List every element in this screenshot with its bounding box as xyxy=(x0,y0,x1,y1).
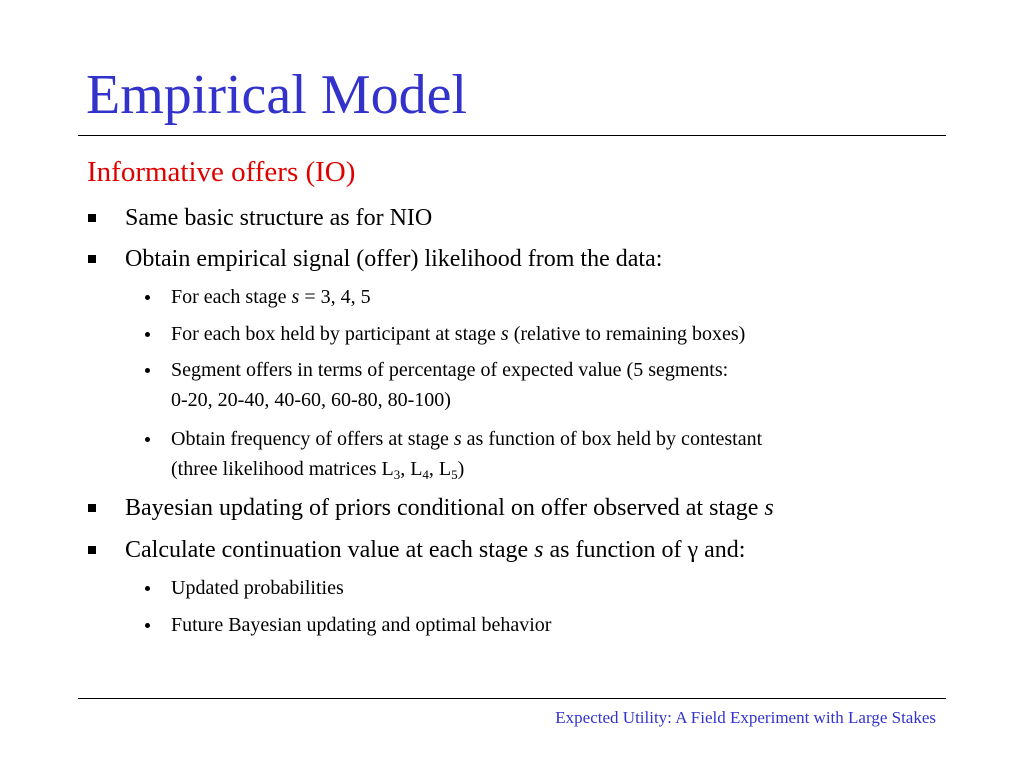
bullet-text: Bayesian updating of priors conditional on offer observed at stage s xyxy=(125,495,774,521)
square-bullet-icon xyxy=(88,214,96,222)
round-bullet-icon xyxy=(145,295,150,300)
section-subheading: Informative offers (IO) xyxy=(87,156,356,188)
sub-bullet-text: Updated probabilities xyxy=(171,577,344,599)
round-bullet-icon xyxy=(145,332,150,337)
square-bullet-icon xyxy=(88,504,96,512)
round-bullet-icon xyxy=(145,437,150,442)
sub-bullet-text: For each box held by participant at stage s (relative to remaining boxes) xyxy=(171,323,746,345)
bullet-text: Same basic structure as for NIO xyxy=(125,205,433,231)
round-bullet-icon xyxy=(145,586,150,591)
round-bullet-icon xyxy=(145,623,150,628)
slide-title: Empirical Model xyxy=(86,64,468,126)
round-bullet-icon xyxy=(145,368,150,373)
bullet-text: Calculate continuation value at each stage s as function of γ and: xyxy=(125,537,746,563)
square-bullet-icon xyxy=(88,255,96,263)
sub-bullet-text: Segment offers in terms of percentage of expected value (5 segments: 0-20, 20-40, 40-60, 60-80, 80-100) xyxy=(171,359,729,411)
bullet-text: Obtain empirical signal (offer) likelihood from the data: xyxy=(125,246,663,272)
sub-bullet-text: Future Bayesian updating and optimal behavior xyxy=(171,614,552,636)
sub-bullet-text: For each stage s = 3, 4, 5 xyxy=(171,286,371,308)
sub-bullet-text: Obtain frequency of offers at stage s as function of box held by contestant (three likelihood matrices $L_3$, $L_4$, $L_5$) xyxy=(171,428,763,482)
square-bullet-icon xyxy=(88,546,96,554)
gamma-symbol: γ xyxy=(687,537,699,563)
footer-text: Expected Utility: A Field Experiment with Large Stakes xyxy=(555,708,936,727)
title-divider xyxy=(78,135,946,136)
footer-divider xyxy=(78,698,946,699)
